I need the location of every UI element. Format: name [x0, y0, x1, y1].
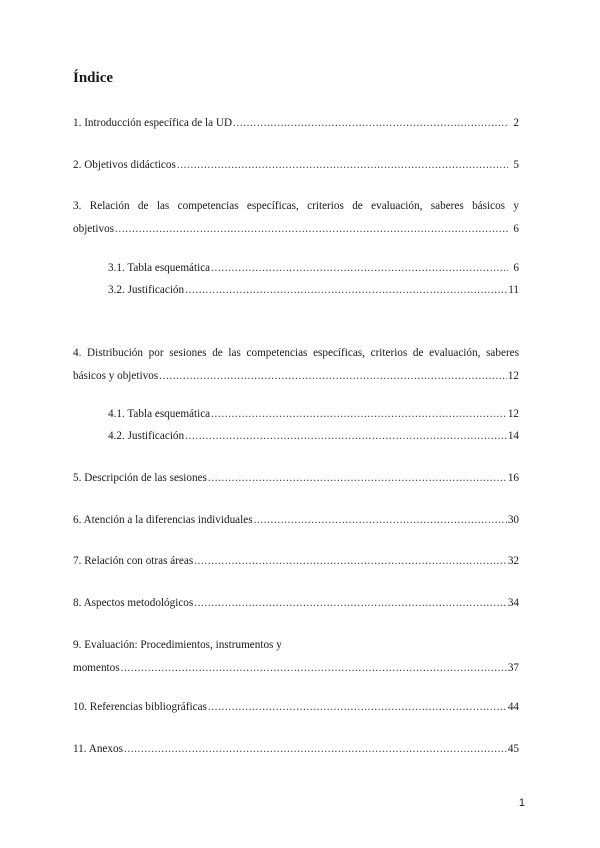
- toc-entry-text: 10. Referencias bibliográficas: [73, 701, 207, 713]
- toc-page-number: 45: [507, 743, 519, 755]
- toc-entry-1[interactable]: [73, 112, 519, 135]
- toc-leader-dots: [124, 738, 507, 761]
- toc-page-number: 11: [508, 284, 519, 296]
- index-title: Índice: [73, 70, 114, 86]
- toc-page-number: 12: [507, 370, 519, 382]
- toc-entry-text: 2. Objetivos didácticos: [73, 159, 176, 171]
- toc-page-number: 44: [507, 701, 519, 713]
- toc-page-number: 14: [507, 430, 519, 442]
- toc-page-number: 16: [507, 472, 519, 484]
- toc-leader-dots: [254, 509, 507, 532]
- toc-page-number: 30: [507, 514, 519, 526]
- toc-page-number: 34: [507, 597, 519, 609]
- toc-entry-text: 7. Relación con otras áreas: [73, 555, 194, 567]
- toc-leader-dots: [177, 154, 508, 177]
- toc-entry-6[interactable]: [73, 509, 519, 532]
- toc-entry-5[interactable]: [73, 467, 519, 490]
- toc-entry-text: 1. Introducción específica de la UD: [73, 117, 233, 129]
- toc-leader-dots: [233, 112, 508, 135]
- toc-leader-dots: [194, 592, 507, 615]
- toc-page-number: 2: [513, 117, 519, 129]
- toc-leader-dots: [194, 550, 507, 573]
- toc-entry-text: 3.1. Tabla esquemática: [108, 262, 211, 274]
- toc-entry-line1: 9. Evaluación: Procedimientos, instrumentos y: [73, 639, 282, 651]
- toc-entry-4[interactable]: [73, 342, 519, 388]
- toc-entry-text: 4.2. Justificación: [108, 430, 185, 442]
- toc-page-number: 32: [507, 555, 519, 567]
- toc-entry-text: 3.2. Justificación: [108, 284, 185, 296]
- toc-entry-text: 4.1. Tabla esquemática: [108, 408, 211, 420]
- toc-page-number: 5: [513, 159, 519, 171]
- toc-page-number: 6: [513, 223, 519, 235]
- toc-entry-text: 6. Atención a la diferencias individuales: [73, 514, 253, 526]
- toc-leader-dots: [159, 365, 507, 388]
- toc-entry-text: momentos: [73, 662, 120, 674]
- toc-leader-dots: [115, 218, 508, 241]
- toc-entry-11[interactable]: [73, 738, 519, 761]
- toc-entry-text: 11. Anexos: [73, 743, 123, 755]
- toc-page-number: 6: [513, 262, 519, 274]
- toc-entry-10[interactable]: [73, 696, 519, 719]
- toc-leader-dots: [208, 467, 507, 490]
- toc-entry-8[interactable]: [73, 592, 519, 615]
- toc-page-number: 12: [507, 408, 519, 420]
- toc-entry-3[interactable]: [73, 195, 519, 241]
- toc-leader-dots: [185, 279, 507, 302]
- toc-entry-text: objetivos: [73, 223, 115, 235]
- toc-entry-3-1[interactable]: [108, 257, 519, 280]
- toc-entry-text: básicos y objetivos: [73, 370, 159, 382]
- toc-leader-dots: [208, 696, 507, 719]
- toc-entry-9[interactable]: [73, 634, 519, 680]
- toc-entry-4-2[interactable]: [108, 425, 519, 448]
- toc-leader-dots: [211, 257, 508, 280]
- toc-entry-7[interactable]: [73, 550, 519, 573]
- toc-entry-2[interactable]: [73, 154, 519, 177]
- toc-entry-4-1[interactable]: [108, 403, 519, 426]
- toc-leader-dots: [211, 403, 507, 426]
- toc-page-number: 37: [507, 662, 519, 674]
- toc-leader-dots: [121, 657, 507, 680]
- toc-entry-text: 5. Descripción de las sesiones: [73, 472, 207, 484]
- page-number: 1: [518, 797, 525, 809]
- toc-entry-3-2[interactable]: [108, 279, 519, 302]
- toc-entry-line1: 3. Relación de las competencias específicas, criterios de evaluación, saberes básicos y: [73, 200, 519, 212]
- toc-leader-dots: [185, 425, 507, 448]
- toc-entry-line1: 4. Distribución por sesiones de las competencias específicas, criterios de evaluación, saberes: [73, 347, 519, 359]
- toc-entry-text: 8. Aspectos metodológicos: [73, 597, 194, 609]
